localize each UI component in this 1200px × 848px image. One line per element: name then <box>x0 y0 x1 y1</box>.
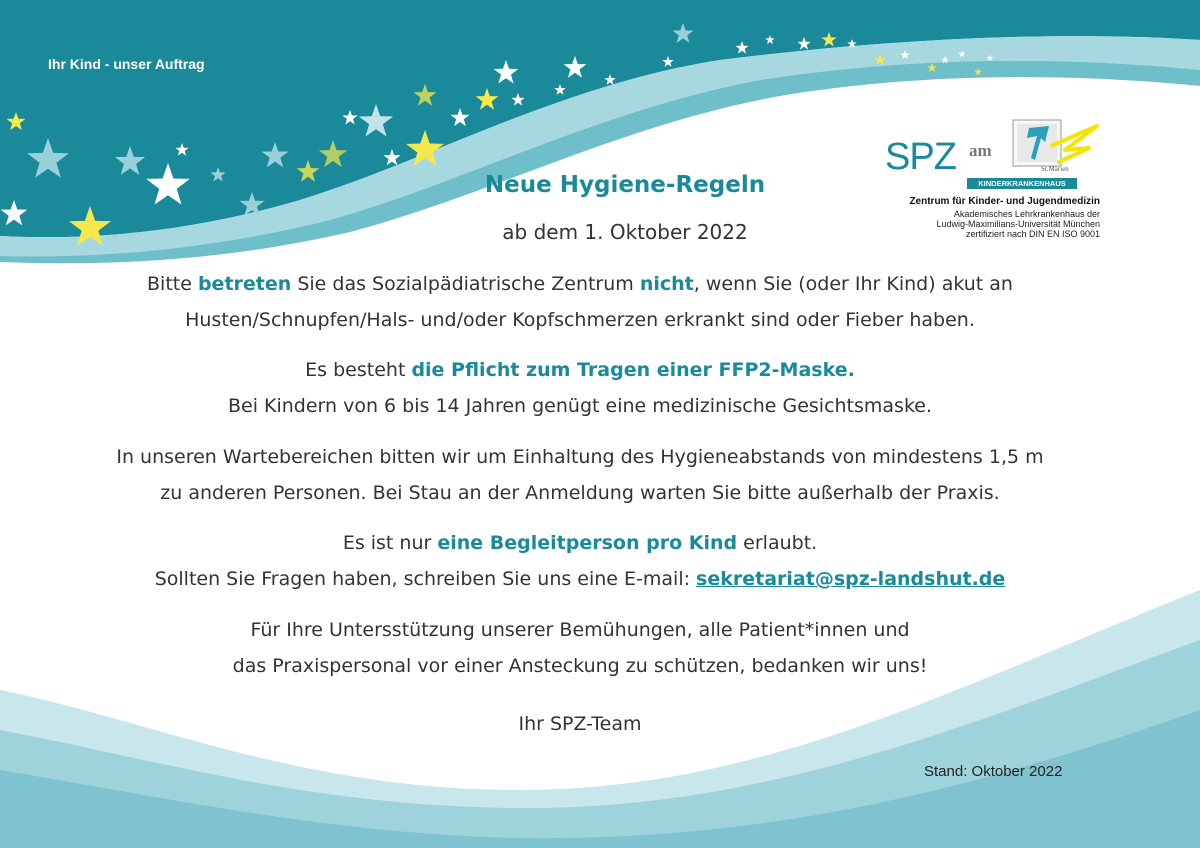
paragraph-entry-line2: Husten/Schnupfen/Hals- und/oder Kopfschmerzen erkrankt sind oder Fieber haben. <box>185 309 975 331</box>
stand-date: Stand: Oktober 2022 <box>924 763 1063 780</box>
logo-spz-text: SPZ <box>885 136 956 178</box>
logo-am-text: am <box>969 141 992 160</box>
paragraph-entry-line1: Bitte betreten Sie das Sozialpädiatrische Zentrum nicht, wenn Sie (oder Ihr Kind) akut an <box>147 273 1013 295</box>
notice-title: Neue Hygiene-Regeln <box>484 172 766 198</box>
logo-line-zentrum: Zentrum für Kinder- und Jugendmedizin <box>909 196 1100 207</box>
logo-line-universitaet: Ludwig-Maximilians-Universität München <box>936 219 1100 229</box>
paragraph-thanks-line2: das Praxispersonal vor einer Ansteckung zu schützen, bedanken wir uns! <box>232 655 928 677</box>
paragraph-thanks-line1: Für Ihre Untersstützung unserer Bemühungen, alle Patient*innen und <box>250 619 910 641</box>
paragraph-mask-line1: Es besteht die Pflicht zum Tragen einer FFP2-Maske. <box>305 359 855 381</box>
paragraph-distance-rule <box>0 439 1160 511</box>
paragraph-entry-rule <box>0 266 1160 338</box>
highlight-betreten: betreten <box>197 273 292 295</box>
paragraph-mask-rule <box>0 352 1160 424</box>
paragraph-contact-line: Sollten Sie Fragen haben, schreiben Sie uns eine E-mail: sekretariat@spz-landshut.de <box>154 568 1006 590</box>
signature: Ihr SPZ-Team <box>518 713 642 735</box>
logo-line-zertifiziert: zertifiziert nach DIN EN ISO 9001 <box>965 229 1100 239</box>
paragraph-thanks <box>0 612 1160 684</box>
highlight-ffp2: die Pflicht zum Tragen einer FFP2-Maske. <box>411 359 855 381</box>
notice-subtitle: ab dem 1. Oktober 2022 <box>502 220 748 244</box>
paragraph-distance-line1: In unseren Wartebereichen bitten wir um Einhaltung des Hygieneabstands von mindestens 1,5 m <box>116 446 1044 468</box>
email-link[interactable]: sekretariat@spz-landshut.de <box>696 568 1006 590</box>
paragraph-companion-rule <box>0 525 1160 597</box>
logo-line-lehrkrankenhaus: Akademisches Lehrkrankenhaus der <box>953 209 1100 219</box>
highlight-begleitperson: eine Begleitperson pro Kind <box>437 532 738 554</box>
logo-kinderkrankenhaus-banner: KINDERKRANKENHAUS <box>967 178 1077 189</box>
paragraph-companion-line1: Es ist nur eine Begleitperson pro Kind erlaubt. <box>342 532 818 554</box>
paragraph-distance-line2: zu anderen Personen. Bei Stau an der Anmeldung warten Sie bitte außerhalb der Praxis. <box>160 482 1000 504</box>
paragraph-mask-line2: Bei Kindern von 6 bis 14 Jahren genügt eine medizinische Gesichtsmaske. <box>227 395 933 417</box>
highlight-nicht: nicht <box>639 273 694 295</box>
logo-st-marien: St.Marien <box>1041 165 1069 173</box>
tagline: Ihr Kind - unser Auftrag <box>48 56 205 72</box>
